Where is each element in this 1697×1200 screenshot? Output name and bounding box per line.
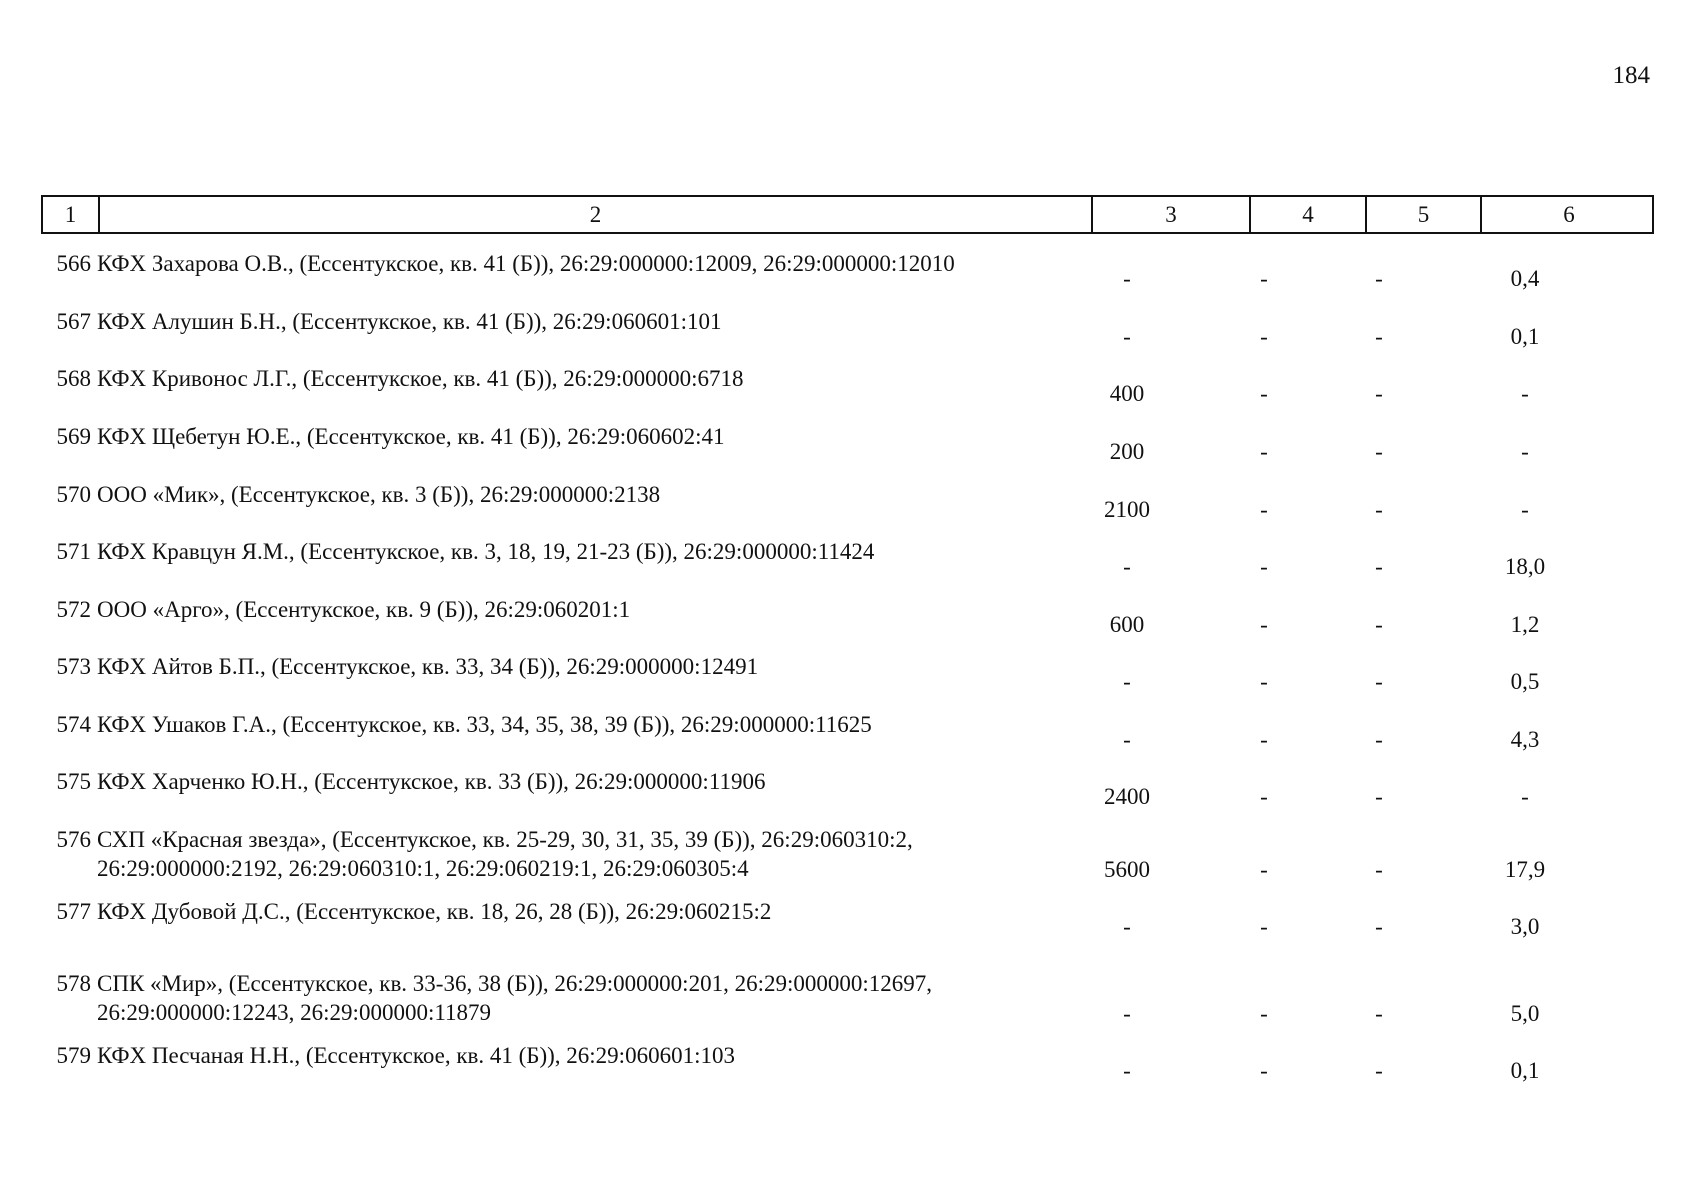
description-line: 26:29:000000:2192, 26:29:060310:1, 26:29:060219:1, 26:29:060305:4 (97, 856, 749, 881)
cell-col-3: - (1123, 669, 1131, 694)
table-row (41, 767, 1654, 816)
cell-col-4: - (1260, 497, 1268, 522)
cell-col-6: - (1521, 497, 1529, 522)
cell-col-4: - (1260, 1001, 1268, 1026)
row-number: 571 (56, 539, 91, 564)
table-row (41, 595, 1654, 644)
row-description (97, 897, 1037, 926)
cell-col-3: 2100 (1104, 497, 1150, 522)
row-description (97, 652, 1037, 681)
header-col-6: 6 (1480, 197, 1656, 232)
row-description (97, 825, 1037, 883)
description-line: КФХ Захарова О.В., (Ессентукское, кв. 41 (Б)), 26:29:000000:12009, 26:29:000000:12010 (97, 251, 955, 276)
cell-col-3: - (1123, 914, 1131, 939)
row-number: 568 (56, 366, 91, 391)
cell-col-6: 5,0 (1510, 1001, 1540, 1026)
table-row (41, 1041, 1654, 1090)
table-row (41, 364, 1654, 413)
cell-col-4: - (1260, 381, 1268, 406)
description-line: ООО «Арго», (Ессентукское, кв. 9 (Б)), 26:29:060201:1 (97, 597, 631, 622)
row-description (97, 537, 1037, 566)
cell-col-6: 3,0 (1510, 914, 1540, 939)
description-line: КФХ Песчаная Н.Н., (Ессентукское, кв. 41 (Б)), 26:29:060601:103 (97, 1043, 735, 1068)
cell-col-6: 0,1 (1510, 1058, 1540, 1083)
row-number: 573 (56, 654, 91, 679)
cell-col-4: - (1260, 669, 1268, 694)
cell-col-5: - (1375, 1058, 1383, 1083)
header-col-3: 3 (1091, 197, 1249, 232)
description-line: КФХ Харченко Ю.Н., (Ессентукское, кв. 33 (Б)), 26:29:000000:11906 (97, 769, 766, 794)
cell-col-6: 1,2 (1510, 612, 1540, 637)
row-number: 579 (56, 1043, 91, 1068)
cell-col-3: - (1123, 324, 1131, 349)
cell-col-4: - (1260, 727, 1268, 752)
cell-col-5: - (1375, 1001, 1383, 1026)
description-line: КФХ Кравцун Я.М., (Ессентукское, кв. 3, 18, 19, 21-23 (Б)), 26:29:000000:11424 (97, 539, 875, 564)
cell-col-3: - (1123, 727, 1131, 752)
description-line: КФХ Дубовой Д.С., (Ессентукское, кв. 18, 26, 28 (Б)), 26:29:060215:2 (97, 899, 772, 924)
cell-col-3: 2400 (1104, 784, 1150, 809)
row-number: 575 (56, 769, 91, 794)
header-col-5: 5 (1365, 197, 1480, 232)
table-header (41, 195, 1654, 234)
cell-col-4: - (1260, 554, 1268, 579)
cell-col-6: - (1521, 381, 1529, 406)
cell-col-4: - (1260, 439, 1268, 464)
row-description (97, 249, 1037, 278)
cell-col-5: - (1375, 914, 1383, 939)
cell-col-6: 0,5 (1510, 669, 1540, 694)
cell-col-3: - (1123, 266, 1131, 291)
cell-col-5: - (1375, 266, 1383, 291)
cell-col-5: - (1375, 381, 1383, 406)
cell-col-3: 200 (1109, 439, 1145, 464)
table-row (41, 480, 1654, 529)
cell-col-4: - (1260, 1058, 1268, 1083)
description-line: КФХ Айтов Б.П., (Ессентукское, кв. 33, 34 (Б)), 26:29:000000:12491 (97, 654, 759, 679)
header-col-1: 1 (64, 201, 77, 227)
description-line: КФХ Кривонос Л.Г., (Ессентукское, кв. 41 (Б)), 26:29:000000:6718 (97, 366, 744, 391)
cell-col-6: 0,4 (1510, 266, 1540, 291)
table-row (41, 897, 1654, 946)
row-description (97, 710, 1037, 739)
row-number: 567 (56, 309, 91, 334)
cell-col-5: - (1375, 669, 1383, 694)
cell-col-6: - (1521, 439, 1529, 464)
cell-col-5: - (1375, 727, 1383, 752)
cell-col-4: - (1260, 612, 1268, 637)
header-col-2: 2 (98, 197, 1091, 232)
table-row (41, 710, 1654, 759)
header-col-4: 4 (1249, 197, 1365, 232)
row-number: 569 (56, 424, 91, 449)
table-row (41, 825, 1654, 903)
row-description (97, 307, 1037, 336)
cell-col-5: - (1375, 497, 1383, 522)
row-description (97, 422, 1037, 451)
table-row (41, 249, 1654, 298)
description-line: СХП «Красная звезда», (Ессентукское, кв. 25-29, 30, 31, 35, 39 (Б)), 26:29:060310:2, (97, 827, 913, 852)
row-number: 566 (56, 251, 91, 276)
row-description (97, 969, 1037, 1027)
cell-col-6: 0,1 (1510, 324, 1540, 349)
cell-col-6: 4,3 (1510, 727, 1540, 752)
table-row (41, 537, 1654, 586)
row-number: 578 (56, 971, 91, 996)
description-line: КФХ Ушаков Г.А., (Ессентукское, кв. 33, 34, 35, 38, 39 (Б)), 26:29:000000:11625 (97, 712, 872, 737)
cell-col-3: 600 (1109, 612, 1145, 637)
cell-col-3: - (1123, 1001, 1131, 1026)
table-row (41, 422, 1654, 471)
row-number: 572 (56, 597, 91, 622)
table-row (41, 307, 1654, 356)
row-description (97, 767, 1037, 796)
cell-col-4: - (1260, 784, 1268, 809)
description-line: 26:29:000000:12243, 26:29:000000:11879 (97, 1000, 491, 1025)
cell-col-6: 17,9 (1504, 857, 1546, 882)
row-description (97, 364, 1037, 393)
cell-col-5: - (1375, 612, 1383, 637)
cell-col-5: - (1375, 784, 1383, 809)
row-number: 570 (56, 482, 91, 507)
row-number: 577 (56, 899, 91, 924)
description-line: КФХ Щебетун Ю.Е., (Ессентукское, кв. 41 (Б)), 26:29:060602:41 (97, 424, 725, 449)
description-line: КФХ Алушин Б.Н., (Ессентукское, кв. 41 (Б)), 26:29:060601:101 (97, 309, 722, 334)
cell-col-3: 5600 (1104, 857, 1150, 882)
cell-col-4: - (1260, 266, 1268, 291)
page-number: 184 (1612, 62, 1650, 89)
cell-col-3: 400 (1109, 381, 1145, 406)
row-number: 576 (56, 827, 91, 852)
description-line: ООО «Мик», (Ессентукское, кв. 3 (Б)), 26:29:000000:2138 (97, 482, 661, 507)
cell-col-6: - (1521, 784, 1529, 809)
row-description (97, 595, 1037, 624)
cell-col-5: - (1375, 857, 1383, 882)
cell-col-5: - (1375, 554, 1383, 579)
table-row (41, 969, 1654, 1047)
cell-col-5: - (1375, 439, 1383, 464)
cell-col-3: - (1123, 1058, 1131, 1083)
cell-col-4: - (1260, 857, 1268, 882)
cell-col-4: - (1260, 914, 1268, 939)
cell-col-4: - (1260, 324, 1268, 349)
cell-col-6: 18,0 (1504, 554, 1546, 579)
description-line: СПК «Мир», (Ессентукское, кв. 33-36, 38 (Б)), 26:29:000000:201, 26:29:000000:12697, (97, 971, 932, 996)
row-number: 574 (56, 712, 91, 737)
cell-col-3: - (1123, 554, 1131, 579)
row-description (97, 480, 1037, 509)
table-row (41, 652, 1654, 701)
cell-col-5: - (1375, 324, 1383, 349)
row-description (97, 1041, 1037, 1070)
